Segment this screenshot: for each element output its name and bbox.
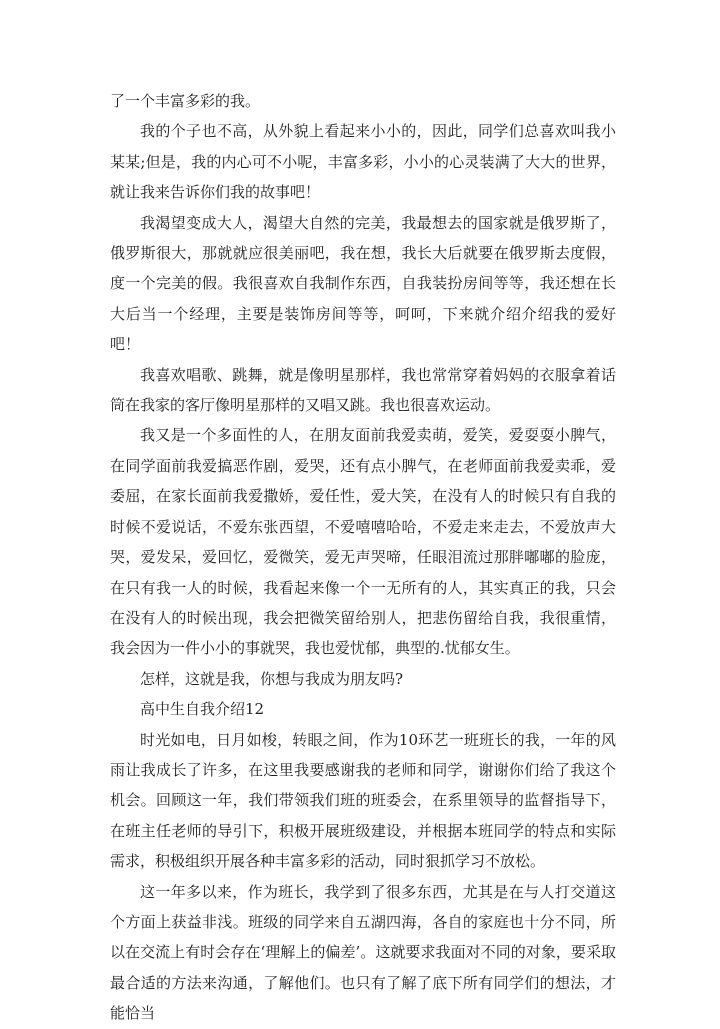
section-heading: 高中生自我介绍12	[140, 700, 265, 719]
paragraph: 时光如电，日月如梭，转眼之间，作为10环艺一班班长的我，一年的风雨让我成长了许多，在这里我要感谢我的老师和同学，谢谢你们给了我这个机会。回顾这一年，我们带领我们班的班委会，在系里领导的监督指导下，在班主任老师的导引下，积极开展班级建设，并根据本班同学的特点和实际需求，积极组织开展各种丰富多彩的活动，同时狠抓学习不放松。	[110, 730, 616, 871]
paragraph: 我喜欢唱歌、跳舞，就是像明星那样，我也常常穿着妈妈的衣服拿着话筒在我家的客厅像明星那样的又唱又跳。我也很喜欢运动。	[110, 365, 616, 415]
paragraph: 这一年多以来，作为班长，我学到了很多东西，尤其是在与人打交道这个方面上获益非浅。班级的同学来自五湖四海，各自的家庭也十分不同，所以在交流上有时会存在‘理解上的偏差’。这就要求我面对不同的对象，要采取最合适的方法来沟通，了解他们。也只有了解了底下所有同学们的想法，才能恰当	[110, 882, 616, 1023]
paragraph: 怎样，这就是我，你想与我成为朋友吗?	[140, 669, 404, 688]
document-body	[110, 86, 616, 1029]
paragraph: 我又是一个多面性的人，在朋友面前我爱卖萌，爱笑，爱耍耍小脾气，在同学面前我爱搞恶作剧，爱哭，还有点小脾气，在老师面前我爱卖乖，爱委屈，在家长面前我爱撒娇，爱任性，爱大笑，在没有人的时候只有自我的时候不爱说话，不爱东张西望，不爱嘻嘻哈哈，不爱走来走去，不爱放声大哭，爱发呆，爱回忆，爱微笑，爱无声哭啼，任眼泪流过那胖嘟嘟的脸庞，在只有我一人的时候，我看起来像一个一无所有的人，其实真正的我，只会在没有人的时候出现，我会把微笑留给别人，把悲伤留给自我，我很重情，我会因为一件小小的事就哭，我也爱忧郁，典型的.忧郁女生。	[110, 426, 616, 658]
paragraph: 我的个子也不高，从外貌上看起来小小的，因此，同学们总喜欢叫我小某某;但是，我的内心可不小呢，丰富多彩，小小的心灵装满了大大的世界，就让我来告诉你们我的故事吧！	[110, 122, 616, 202]
paragraph: 我渴望变成大人，渴望大自然的完美，我最想去的国家就是俄罗斯了，俄罗斯很大，那就就应很美丽吧，我在想，我长大后就要在俄罗斯去度假，度一个完美的假。我很喜欢自我制作东西，自我装扮房间等等，我还想在长大后当一个经理，主要是装饰房间等等，呵呵，下来就介绍介绍我的爱好吧！	[110, 213, 616, 354]
paragraph-continuation: 了一个丰富多彩的我。	[110, 92, 261, 110]
